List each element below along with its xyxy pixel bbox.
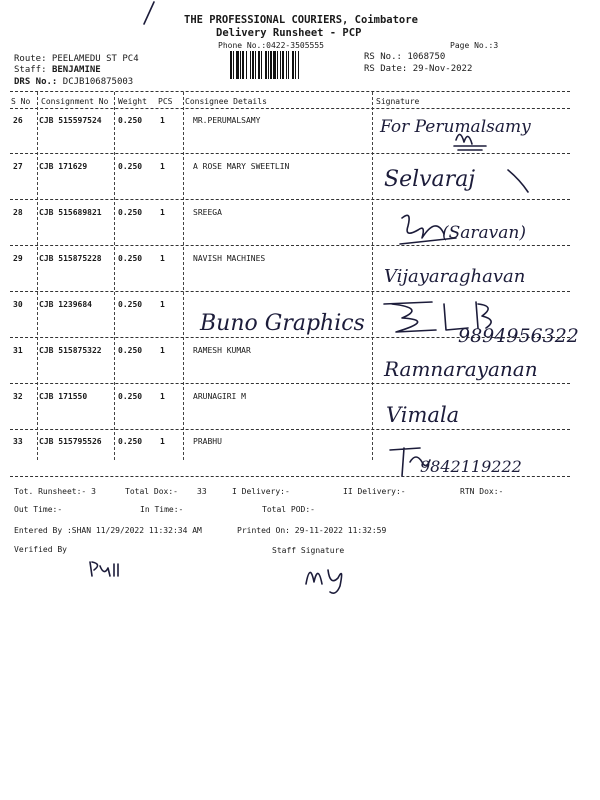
runsheet-subtitle: Delivery Runsheet - PCP: [216, 27, 362, 39]
row-pcs: 1: [160, 346, 165, 355]
pen-mark: [140, 0, 170, 26]
row-sno: 28: [13, 208, 23, 217]
row-sno: 33: [13, 437, 23, 446]
row-consignee: SREEGA: [193, 208, 222, 217]
row-consignee: A ROSE MARY SWEETLIN: [193, 162, 290, 171]
col-divider: [37, 92, 38, 460]
ii-delivery: II Delivery:-: [343, 487, 406, 496]
signature-row-26: [376, 110, 566, 154]
signature-row-32: [380, 392, 540, 432]
col-header-signature: Signature: [376, 97, 420, 106]
barcode-bar: [252, 51, 254, 79]
barcode-bar: [233, 51, 234, 79]
verifier-signature: [86, 556, 126, 580]
staff-signature-label: Staff Signature: [272, 546, 345, 555]
col-divider: [114, 92, 115, 460]
table-header-rule: [10, 108, 570, 109]
row-weight: 0.250: [118, 437, 143, 446]
row-consignment: CJB 1239684: [39, 300, 92, 309]
row-consignment: CJB 171550: [39, 392, 88, 401]
barcode-bar: [246, 51, 247, 79]
row-pcs: 1: [160, 208, 165, 217]
row-pcs: 1: [160, 300, 165, 309]
svg-text:Ramnarayanan: Ramnarayanan: [384, 357, 538, 381]
svg-text:9842119222: 9842119222: [420, 457, 522, 476]
row-pcs: 1: [160, 392, 165, 401]
row-pcs: 1: [160, 437, 165, 446]
svg-text:Buno Graphics: Buno Graphics: [200, 311, 365, 336]
row-consignment: CJB 515689821: [39, 208, 102, 217]
col-divider: [183, 92, 184, 460]
tot-runsheet: Tot. Runsheet:- 3: [14, 487, 96, 496]
row-sno: 26: [13, 116, 23, 125]
barcode-bar: [270, 51, 272, 79]
row-consignee: PRABHU: [193, 437, 222, 446]
barcode-bar: [242, 51, 244, 79]
table-top-rule: [10, 91, 570, 92]
barcode-bar: [282, 51, 284, 79]
out-time: Out Time:-: [14, 505, 63, 514]
col-header-weight: Weight: [118, 97, 147, 106]
staff: Staff: BENJAMINE: [14, 65, 101, 75]
row-weight: 0.250: [118, 116, 143, 125]
barcode-bar: [286, 51, 287, 79]
printed-on: Printed On: 29-11-2022 11:32:59: [237, 526, 387, 535]
row-consignment: CJB 515875322: [39, 346, 102, 355]
signature-row-28: [396, 204, 566, 256]
row-consignment: CJB 515795526: [39, 437, 102, 446]
barcode-bar: [295, 51, 296, 79]
barcode-bar: [258, 51, 260, 79]
company-title: THE PROFESSIONAL COURIERS, Coimbatore: [184, 14, 418, 26]
row-sno: 31: [13, 346, 23, 355]
rs-number: RS No.: 1068750: [364, 52, 446, 62]
row-weight: 0.250: [118, 346, 143, 355]
barcode-bar: [280, 51, 281, 79]
barcode: [230, 51, 354, 79]
barcode-bar: [230, 51, 232, 79]
row-sno: 30: [13, 300, 23, 309]
col-divider: [372, 92, 373, 460]
barcode-bar: [298, 51, 299, 79]
row-sno: 32: [13, 392, 23, 401]
row-consignee: RAMESH KUMAR: [193, 346, 251, 355]
barcode-bar: [255, 51, 256, 79]
row-pcs: 1: [160, 162, 165, 171]
phone-number: Phone No.:0422-3505555: [218, 41, 324, 50]
row-weight: 0.250: [118, 300, 143, 309]
total-dox-value: 33: [197, 487, 207, 496]
rs-date: RS Date: 29-Nov-2022: [364, 64, 473, 74]
svg-text:Selvaraj: Selvaraj: [384, 167, 476, 192]
row-sno: 27: [13, 162, 23, 171]
signature-row-30: [196, 290, 586, 352]
barcode-bar: [292, 51, 294, 79]
entered-by: Entered By :SHAN 11/29/2022 11:32:34 AM: [14, 526, 202, 535]
svg-text:(Saravan): (Saravan): [442, 223, 526, 243]
barcode-bar: [288, 51, 289, 79]
svg-text:For Perumalsamy: For Perumalsamy: [380, 117, 531, 137]
barcode-bar: [277, 51, 278, 79]
barcode-bar: [240, 51, 241, 79]
row-consignee: NAVISH MACHINES: [193, 254, 266, 263]
svg-text:Vijayaraghavan: Vijayaraghavan: [384, 266, 526, 287]
barcode-bar: [265, 51, 267, 79]
rtn-dox: RTN Dox:-: [460, 487, 504, 496]
staff-signature: [300, 556, 360, 596]
row-pcs: 1: [160, 116, 165, 125]
barcode-bar: [261, 51, 262, 79]
row-weight: 0.250: [118, 392, 143, 401]
row-consignment: CJB 515875228: [39, 254, 102, 263]
signature-row-33: [380, 432, 560, 488]
col-header-consignee: Consignee Details: [185, 97, 267, 106]
i-delivery: I Delivery:-: [232, 487, 290, 496]
row-weight: 0.250: [118, 208, 143, 217]
barcode-bar: [236, 51, 239, 79]
barcode-bar: [268, 51, 269, 79]
row-consignee: MR.PERUMALSAMY: [193, 116, 261, 125]
signature-row-31: [380, 344, 560, 388]
row-weight: 0.250: [118, 162, 143, 171]
col-header-sno: S No: [11, 97, 31, 106]
total-pod: Total POD:-: [262, 505, 315, 514]
barcode-bar: [250, 51, 251, 79]
row-consignment: CJB 515597524: [39, 116, 102, 125]
page-number: Page No.:3: [450, 41, 499, 50]
row-pcs: 1: [160, 254, 165, 263]
row-consignee: ARUNAGIRI M: [193, 392, 246, 401]
verified-by-label: Verified By: [14, 545, 67, 554]
in-time: In Time:-: [140, 505, 184, 514]
drs-number: DRS No.: DCJB106875003: [14, 77, 134, 87]
row-weight: 0.250: [118, 254, 143, 263]
total-dox-label: Total Dox:-: [125, 487, 178, 496]
svg-text:Vimala: Vimala: [386, 403, 460, 427]
row-consignment: CJB 171629: [39, 162, 88, 171]
col-header-consignment: Consignment No: [41, 97, 109, 106]
svg-text:9894956322: 9894956322: [458, 325, 579, 347]
route: Route: PEELAMEDU ST PC4: [14, 54, 139, 64]
signature-row-27: [378, 156, 558, 200]
barcode-bar: [273, 51, 276, 79]
row-sno: 29: [13, 254, 23, 263]
col-header-pcs: PCS: [158, 97, 173, 106]
